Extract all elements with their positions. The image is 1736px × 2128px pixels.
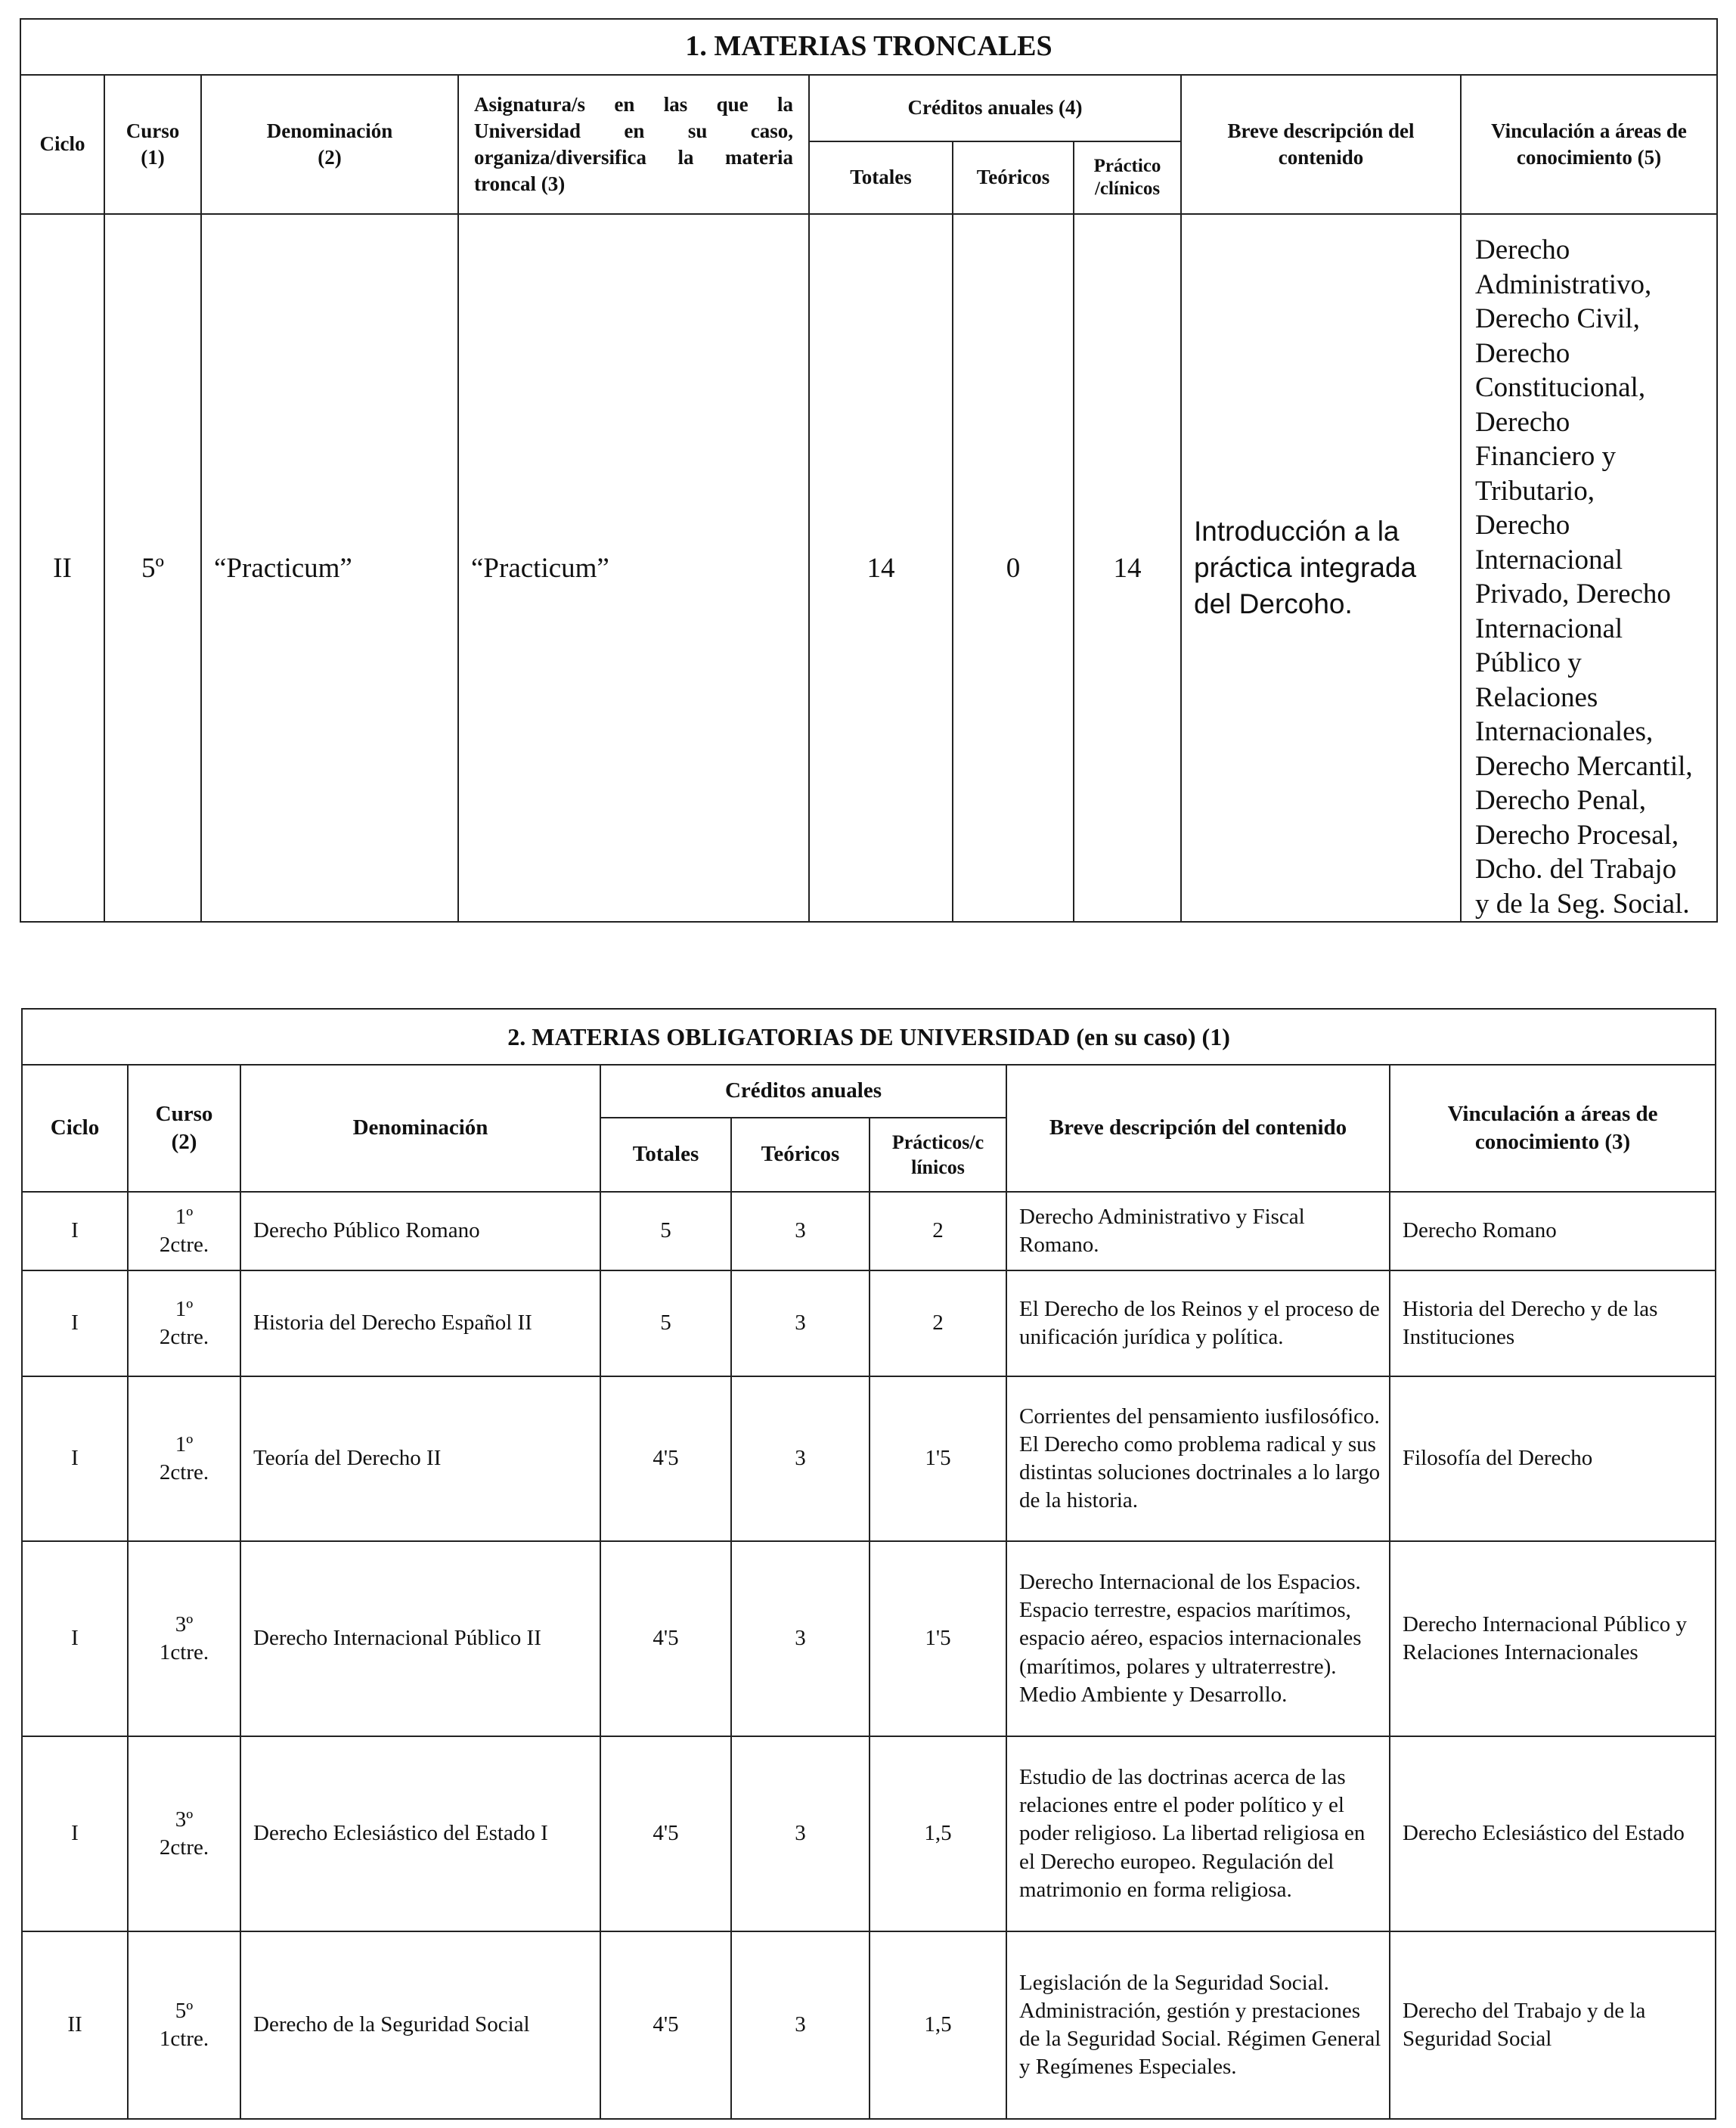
header-practicos — [870, 1118, 1006, 1192]
header-vinculacion: Vinculación a áreas de conocimiento (5) — [1461, 75, 1717, 214]
header-asignatura: Asignatura/s en las que la Universidad en su caso, organiza/diversifica la materia troncal (3) — [458, 75, 809, 214]
cell-curso — [128, 1931, 240, 2119]
header-practicos-line2: línicos — [911, 1156, 965, 1178]
area-line: Internacional — [1475, 544, 1623, 575]
table-row — [22, 1541, 1716, 1736]
area-line: Constitucional, — [1475, 372, 1646, 403]
area-line: Dcho. del Trabajo — [1475, 854, 1677, 885]
materias-troncales-table — [20, 18, 1718, 923]
curso-term: 2ctre. — [159, 1233, 209, 1257]
cell-practicos: 1,5 — [870, 1931, 1006, 2119]
curso-number: 3º — [175, 1612, 194, 1636]
curso-number: 5º — [175, 1998, 194, 2023]
area-line: Derecho — [1475, 406, 1570, 438]
header-descripcion: Breve descripción del contenido — [1181, 75, 1461, 214]
area-line: Tributario, — [1475, 475, 1595, 507]
cell-ciclo: II — [22, 1931, 128, 2119]
header-curso — [104, 75, 201, 214]
cell-area: Derecho Internacional Público y Relaciones Internacionales — [1390, 1541, 1716, 1736]
cell-curso: 5º — [104, 214, 201, 922]
cell-totales: 4'5 — [600, 1931, 731, 2119]
header-creditos-anuales: Créditos anuales — [600, 1065, 1006, 1118]
cell-practicos: 1'5 — [870, 1376, 1006, 1541]
cell-area: Derecho del Trabajo y de la Seguridad Social — [1390, 1931, 1716, 2119]
cell-area: Historia del Derecho y de las Instituciones — [1390, 1270, 1716, 1376]
cell-denominacion: Historia del Derecho Español II — [240, 1270, 600, 1376]
header-curso — [128, 1065, 240, 1192]
area-line: Público y — [1475, 647, 1582, 678]
cell-descripcion: Legislación de la Seguridad Social. Administración, gestión y prestaciones de la Seguridad Social. Régimen General y Regímenes Especiales. — [1006, 1931, 1390, 2119]
cell-asignatura: “Practicum” — [458, 214, 809, 922]
area-line: Derecho — [1475, 234, 1570, 265]
cell-descripcion: Introducción a la práctica integrada del Dercoho. — [1181, 214, 1461, 922]
header-practicos-line1: Práctico — [1093, 156, 1161, 176]
cell-denominacion: Derecho Internacional Público II — [240, 1541, 600, 1736]
cell-teoricos: 3 — [731, 1376, 870, 1541]
cell-curso — [128, 1736, 240, 1931]
area-line: Relaciones — [1475, 681, 1598, 713]
table-row — [22, 1376, 1716, 1541]
cell-ciclo: II — [20, 214, 104, 922]
curso-number: 1º — [175, 1432, 194, 1456]
area-line: Derecho — [1475, 337, 1570, 369]
header-practicos-line2: /clínicos — [1094, 178, 1161, 199]
table-row — [22, 1270, 1716, 1376]
header-descripcion: Breve descripción del contenido — [1006, 1065, 1390, 1192]
header-practicos-line1: Prácticos/c — [891, 1131, 984, 1153]
cell-denominacion: Teoría del Derecho II — [240, 1376, 600, 1541]
cell-curso — [128, 1541, 240, 1736]
area-line: Administrativo, — [1475, 268, 1652, 300]
header-denominacion — [201, 75, 458, 214]
cell-practicos: 14 — [1074, 214, 1181, 922]
cell-teoricos: 3 — [731, 1541, 870, 1736]
cell-curso — [128, 1270, 240, 1376]
cell-curso — [128, 1376, 240, 1541]
area-line: y de la Seg. Social. — [1475, 888, 1690, 920]
area-line: Internacionales, — [1475, 716, 1654, 747]
table2-title: 2. MATERIAS OBLIGATORIAS DE UNIVERSIDAD (en su caso) (1) — [22, 1009, 1716, 1065]
cell-ciclo: I — [22, 1376, 128, 1541]
cell-totales: 4'5 — [600, 1376, 731, 1541]
cell-practicos: 2 — [870, 1270, 1006, 1376]
header-curso-note: (1) — [141, 146, 165, 169]
cell-ciclo: I — [22, 1736, 128, 1931]
cell-totales: 4'5 — [600, 1736, 731, 1931]
curso-number: 3º — [175, 1807, 194, 1832]
header-curso-label: Curso — [126, 119, 180, 142]
table-row — [22, 1192, 1716, 1270]
curso-term: 2ctre. — [159, 1835, 209, 1860]
cell-curso — [128, 1192, 240, 1270]
header-totales: Totales — [600, 1118, 731, 1192]
curso-number: 1º — [175, 1204, 194, 1229]
header-teoricos: Teóricos — [731, 1118, 870, 1192]
curso-term: 1ctre. — [159, 1640, 209, 1664]
cell-descripcion: Corrientes del pensamiento iusfilosófico. El Derecho como problema radical y sus distintas soluciones doctrinales a lo largo de la historia. — [1006, 1376, 1390, 1541]
cell-teoricos: 3 — [731, 1736, 870, 1931]
cell-ciclo: I — [22, 1270, 128, 1376]
area-line: Derecho — [1475, 510, 1570, 541]
header-curso-note: (2) — [171, 1130, 197, 1154]
header-totales: Totales — [809, 141, 953, 214]
cell-totales: 5 — [600, 1270, 731, 1376]
table-row — [22, 1736, 1716, 1931]
cell-totales: 4'5 — [600, 1541, 731, 1736]
header-creditos-anuales: Créditos anuales (4) — [809, 75, 1181, 141]
curso-number: 1º — [175, 1296, 194, 1321]
header-denominacion: Denominación — [240, 1065, 600, 1192]
curso-term: 2ctre. — [159, 1325, 209, 1349]
cell-area: Derecho Eclesiástico del Estado — [1390, 1736, 1716, 1931]
header-ciclo: Ciclo — [22, 1065, 128, 1192]
area-line: Internacional — [1475, 613, 1623, 644]
cell-areas — [1461, 214, 1717, 922]
cell-teoricos: 3 — [731, 1270, 870, 1376]
cell-descripcion: Derecho Administrativo y Fiscal Romano. — [1006, 1192, 1390, 1270]
cell-teoricos: 3 — [731, 1192, 870, 1270]
cell-practicos: 1,5 — [870, 1736, 1006, 1931]
header-vinculacion: Vinculación a áreas de conocimiento (3) — [1390, 1065, 1716, 1192]
area-line: Financiero y — [1475, 441, 1616, 472]
area-line: Derecho Mercantil, — [1475, 750, 1693, 782]
cell-descripcion: Derecho Internacional de los Espacios. Espacio terrestre, espacios marítimos, espacio aéreo, espacios internacionales (marítimos, polares y ultraterrestre). Medio Ambiente y Desarrollo. — [1006, 1541, 1390, 1736]
cell-denominacion: Derecho Público Romano — [240, 1192, 600, 1270]
area-line: Derecho Procesal, — [1475, 819, 1679, 851]
area-line: Derecho Civil, — [1475, 303, 1640, 334]
curso-term: 1ctre. — [159, 2027, 209, 2051]
curso-term: 2ctre. — [159, 1460, 209, 1484]
header-denominacion-label: Denominación — [266, 119, 393, 142]
header-curso-label: Curso — [155, 1101, 213, 1126]
header-teoricos: Teóricos — [953, 141, 1074, 214]
cell-teoricos: 3 — [731, 1931, 870, 2119]
cell-denominacion: “Practicum” — [201, 214, 458, 922]
cell-practicos: 1'5 — [870, 1541, 1006, 1736]
area-line: Derecho Penal, — [1475, 785, 1647, 816]
header-practicos — [1074, 141, 1181, 214]
cell-area: Filosofía del Derecho — [1390, 1376, 1716, 1541]
cell-ciclo: I — [22, 1541, 128, 1736]
cell-descripcion: Estudio de las doctrinas acerca de las relaciones entre el poder político y el poder religioso. La libertad religiosa en el Derecho europeo. Regulación del matrimonio en forma religiosa. — [1006, 1736, 1390, 1931]
materias-obligatorias-table — [21, 1008, 1716, 2120]
cell-totales: 5 — [600, 1192, 731, 1270]
header-ciclo: Ciclo — [20, 75, 104, 214]
cell-practicos: 2 — [870, 1192, 1006, 1270]
area-line: Privado, Derecho — [1475, 579, 1671, 610]
cell-teoricos: 0 — [953, 214, 1074, 922]
cell-totales: 14 — [809, 214, 953, 922]
table-row — [22, 1931, 1716, 2119]
table-row — [20, 214, 1717, 922]
cell-area: Derecho Romano — [1390, 1192, 1716, 1270]
header-denominacion-note: (2) — [318, 146, 342, 169]
cell-ciclo: I — [22, 1192, 128, 1270]
cell-denominacion: Derecho de la Seguridad Social — [240, 1931, 600, 2119]
table1-title: 1. MATERIAS TRONCALES — [20, 19, 1717, 75]
cell-descripcion: El Derecho de los Reinos y el proceso de unificación jurídica y política. — [1006, 1270, 1390, 1376]
cell-denominacion: Derecho Eclesiástico del Estado I — [240, 1736, 600, 1931]
